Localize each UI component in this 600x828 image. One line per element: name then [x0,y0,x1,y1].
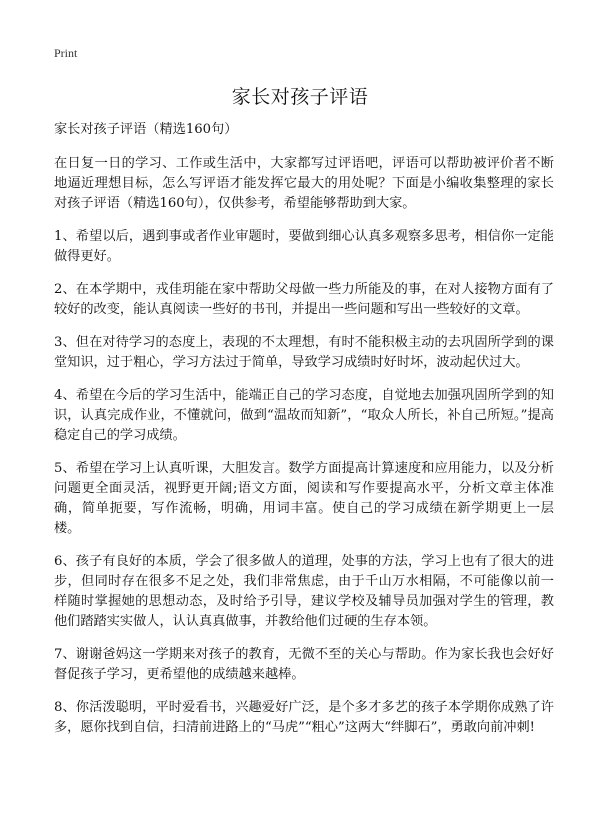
comment-paragraph-2: 2、在本学期中，戎佳玥能在家中帮助父母做一些力所能及的事，在对人接物方面有了较好的改变，能认真阅读一些好的书刊，并提出一些问题和写出一些较好的文章。 [54,282,554,317]
comment-paragraph-5: 5、希望在学习上认真听课，大胆发言。数学方面提高计算速度和应用能力，以及分析问题更全面灵活，视野更开阔;语文方面，阅读和写作要提高水平，分析文章主体准确，简单扼要，写作流畅，明确，用词丰富。使自己的学习成绩在新学期更上一层楼。 [54,461,554,536]
intro-paragraph: 在日复一日的学习、工作或生活中，大家都写过评语吧，评语可以帮助被评价者不断地逼近理想目标，怎么写评语才能发挥它最大的用处呢？下面是小编收集整理的家长对孩子评语（精选160句），仅供参考，希望能够帮助到大家。 [54,156,554,211]
comment-paragraph-1: 1、希望以后，遇到事或者作业审题时，要做到细心认真多观察多思考，相信你一定能做得更好。 [54,229,554,264]
article-body [54,120,554,751]
comment-paragraph-6: 6、孩子有良好的本质，学会了很多做人的道理，处事的方法，学习上也有了很大的进步，但同时存在很多不足之处，我们非常焦虑，由于千山万水相隔，不可能像以前一样随时掌握她的思想动态，及时给予引导，建议学校及辅导员加强对学生的管理，教他们踏踏实实做人，认认真真做事，并教给他们过硬的生存本领。 [54,554,554,629]
comment-paragraph-8: 8、你活泼聪明，平时爱看书，兴趣爱好广泛，是个多才多艺的孩子本学期你成熟了许多，愿你找到自信，扫清前进路上的“马虎”“粗心”这两大“绊脚石”，勇敢向前冲刺! [54,700,554,735]
comment-paragraph-4: 4、希望在今后的学习生活中，能端正自己的学习态度，自觉地去加强巩固所学到的知识，认真完成作业，不懂就问，做到“温故而知新”，“取众人所长，补自己所短。”提高稳定自己的学习成绩。 [54,388,554,443]
page-title: 家长对孩子评语 [231,86,369,108]
print-link[interactable]: Print [54,46,78,60]
comment-paragraph-7: 7、谢谢爸妈这一学期来对孩子的教育，无微不至的关心与帮助。作为家长我也会好好督促孩子学习，更希望他的成绩越来越棒。 [54,647,554,682]
comment-paragraph-3: 3、但在对待学习的态度上，表现的不太理想，有时不能积极主动的去巩固所学到的课堂知识，过于粗心，学习方法过于简单，导致学习成绩时好时坏，波动起伏过大。 [54,335,554,370]
article-subtitle: 家长对孩子评语（精选160句） [54,122,238,137]
